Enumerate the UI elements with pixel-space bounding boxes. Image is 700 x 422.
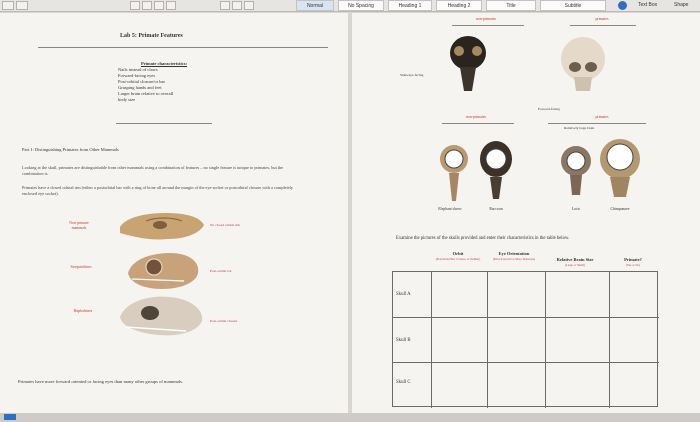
grid-line: [393, 362, 659, 363]
rule: [452, 25, 524, 26]
caption-elephant-shrew: Elephant shrew: [438, 207, 462, 211]
feature-label-no-closed-rim: No closed orbital rim: [210, 223, 240, 227]
align-center-icon[interactable]: [142, 1, 152, 10]
col-sub-primate: (Yes or No): [625, 263, 641, 267]
characteristics-table: [392, 271, 658, 407]
characteristic-item: Post-orbital closure/or bar: [118, 79, 165, 84]
caption-loris: Loris: [571, 207, 580, 211]
caption-raccoon: Raccoon: [489, 207, 503, 211]
characteristics-heading: Primate characteristics:: [140, 61, 188, 66]
characteristic-item: Forward-facing eyes: [118, 73, 156, 78]
primate-skull-top-image: [558, 33, 608, 95]
raccoon-skull-image: [476, 137, 516, 201]
label-non-primates-top: non-primates: [475, 17, 497, 21]
sideways-facing-label: Sideways-facing: [400, 73, 424, 77]
style-normal[interactable]: Normal: [296, 0, 334, 11]
paragraph-1: Looking at the skull, primates are distinguishable from other mammals using a combination of features – no single feature is unique to primates, but the combination is.: [22, 165, 284, 176]
characteristics-box: [118, 61, 210, 129]
label-primates-mid: primates: [595, 115, 609, 119]
col-head-orbit: Orbit: [452, 251, 464, 256]
row-label-haplorhines: Haplorhines: [73, 309, 93, 313]
feature-label-post-orbital-closure: Post-orbital closure: [210, 319, 238, 323]
justify-icon[interactable]: [166, 1, 176, 10]
forward-facing-label: Forward-facing: [538, 107, 560, 111]
feature-label-post-orbital-bar: Post-orbital bar: [210, 269, 232, 273]
status-indicator-icon: [4, 414, 16, 420]
style-heading-2[interactable]: Heading 2: [436, 0, 482, 11]
row-skull-b: Skull B: [396, 338, 411, 343]
ribbon-toolbar: [0, 0, 700, 12]
line-spacing-icon[interactable]: [220, 1, 230, 10]
document-page-left: [0, 13, 348, 413]
page-title: Lab 5: Primate Features: [120, 33, 183, 39]
row-skull-a: Skull A: [396, 292, 411, 297]
align-right-icon[interactable]: [154, 1, 164, 10]
footer-text: Primates have more forward oriented or facing eyes than many other groups of mammals.: [18, 379, 184, 384]
loris-skull-image: [558, 143, 594, 203]
chimpanzee-skull-image: [598, 135, 642, 201]
shading-icon[interactable]: [232, 1, 242, 10]
col-head-eye-orientation: Eye Orientation: [498, 251, 530, 256]
rule: [570, 25, 636, 26]
rule: [442, 123, 514, 124]
font-button[interactable]: [2, 1, 14, 10]
label-primates-top: primates: [595, 17, 609, 21]
style-subtitle[interactable]: Subtitle: [540, 0, 606, 11]
col-head-relative-brain-size: Relative Brain Size: [556, 257, 594, 262]
box-rule: [116, 123, 212, 124]
part-1-heading: Part 1: Distinguishing Primates from Other Mammals: [22, 147, 119, 152]
row-label-non-primate: Non-primate mammals: [69, 221, 89, 230]
status-bar: [0, 413, 700, 422]
paragraph-2: Primates have a closed orbital rim (either a postorbital bar with a ring of bone all around the margin of the eye socket or postorbital closure with a completely enclosed eye socket).: [22, 185, 294, 196]
title-rule: [38, 47, 328, 48]
align-left-icon[interactable]: [130, 1, 140, 10]
font-size-button[interactable]: [16, 1, 28, 10]
shape-button[interactable]: Shape: [674, 2, 689, 8]
col-sub-relative-brain-size: (Large or Small): [565, 263, 585, 267]
grid-line: [393, 317, 659, 318]
characteristic-item: body size: [118, 97, 136, 102]
grid-line: [487, 272, 488, 408]
grid-line: [609, 272, 610, 408]
borders-icon[interactable]: [244, 1, 254, 10]
label-non-primates-mid: non-primates: [465, 115, 487, 119]
col-sub-eye-orientation: (More Forward or More Sideways): [492, 257, 536, 261]
table-instructions: Examine the pictures of the skulls provided and enter their characteristics in the table below.: [396, 236, 570, 241]
col-sub-orbit: (Postorbital Bar, Closure, or Neither): [435, 257, 481, 261]
style-no-spacing[interactable]: No Spacing: [338, 0, 384, 11]
col-head-primate: Primate?: [624, 257, 642, 262]
row-label-strepsirrhines: Strepsirrhines: [70, 265, 92, 269]
strepsirrhine-skull-image: [124, 249, 202, 291]
text-box-button[interactable]: Text Box: [638, 2, 658, 8]
elephant-shrew-skull-image: [436, 143, 472, 203]
document-page-right: [352, 13, 700, 413]
grid-line: [545, 272, 546, 408]
rule: [548, 123, 646, 124]
style-heading-1[interactable]: Heading 1: [388, 0, 432, 11]
haplorhine-skull-image: [116, 291, 208, 339]
raccoon-skull-top-image: [446, 33, 490, 95]
grid-line: [431, 272, 432, 408]
characteristic-item: Nails instead of claws: [118, 67, 158, 72]
row-skull-c: Skull C: [396, 380, 411, 385]
caption-chimpanzee: Chimpanzee: [610, 207, 630, 211]
styles-pane-icon[interactable]: [618, 1, 627, 10]
characteristic-item: Larger brain relative to overall: [118, 91, 174, 96]
characteristic-item: Grasping hands and feet: [118, 85, 162, 90]
relative-brain-label: Relatively large brain: [564, 126, 595, 130]
style-title[interactable]: Title: [486, 0, 536, 11]
non-primate-skull-image: [116, 207, 206, 245]
